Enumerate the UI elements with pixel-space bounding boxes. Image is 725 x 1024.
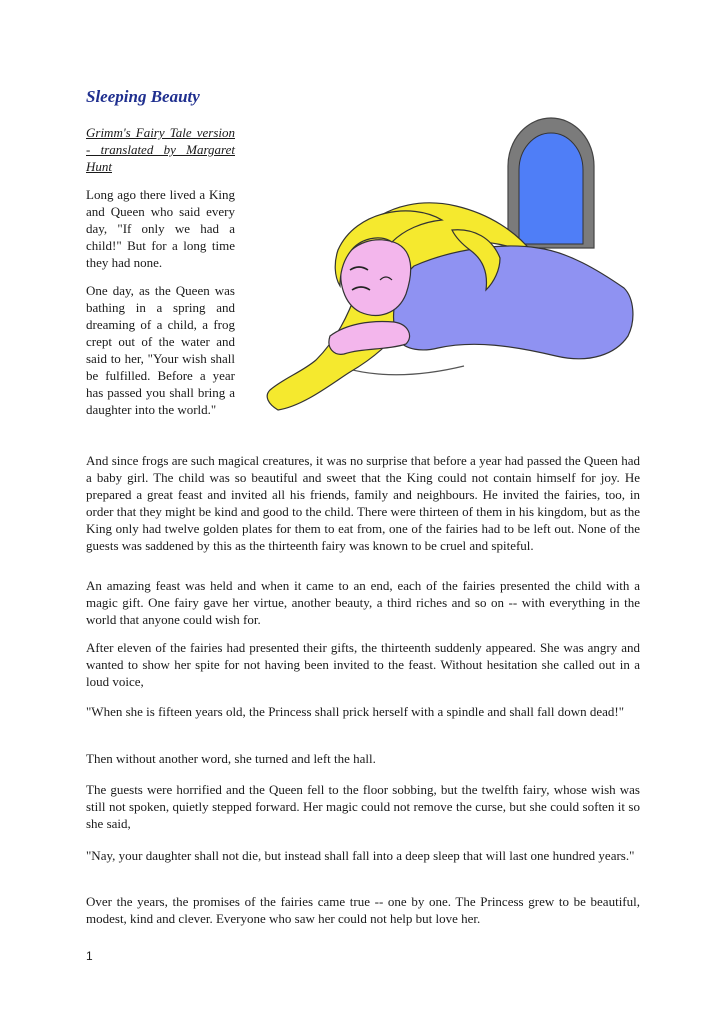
paragraph-4: "When she is fifteen years old, the Princess shall prick herself with a spindle and shall fall down dead!" bbox=[86, 704, 625, 719]
document-title: Sleeping Beauty bbox=[86, 87, 200, 106]
byline: Grimm's Fairy Tale version - translated by Margaret Hunt bbox=[86, 125, 235, 174]
paragraph-7: "Nay, your daughter shall not die, but instead shall fall into a deep sleep that will last one hundred years." bbox=[86, 848, 635, 863]
window-icon bbox=[508, 118, 594, 248]
paragraph-3: After eleven of the fairies had presented their gifts, the thirteenth suddenly appeared. She was angry and wanted to show her spite for not having been invited to the feast. Without hesitation she called out in a loud voice, bbox=[86, 640, 640, 689]
paragraph-1: And since frogs are such magical creatures, it was no surprise that before a year had passed the Queen had a baby girl. The child was so beautiful and sweet that the King could not contain himself for joy. He prepared a great feast and invited all his friends, family and neighbours. He invited the fairies, too, in order that they might be kind and good to the child. There were thirteen of them in his kingdom, but as the King only had twelve golden plates for them to eat from, one of the fairies had to be left out. None of the guests was saddened by this as the thirteenth fairy was known to be cruel and spiteful. bbox=[86, 453, 640, 553]
page-number: 1 bbox=[86, 949, 93, 963]
paragraph-2: An amazing feast was held and when it came to an end, each of the fairies presented the child with a magic gift. One fairy gave her virtue, another beauty, a third riches and so on -- with everything in the world that anyone could wish for. bbox=[86, 578, 640, 627]
side-paragraph-2: One day, as the Queen was bathing in a spring and dreaming of a child, a frog crept out of the water and said to her, "Your wish shall be fulfilled. Before a year has passed you shall bring a daughter into the world." bbox=[86, 283, 235, 417]
sleeping-princess-illustration bbox=[238, 110, 638, 420]
paragraph-6: The guests were horrified and the Queen fell to the floor sobbing, but the twelfth fairy, whose wish was still not spoken, quietly stepped forward. Her magic could not remove the curse, but she could soften it so she said, bbox=[86, 782, 640, 831]
paragraph-5: Then without another word, she turned and left the hall. bbox=[86, 751, 376, 766]
paragraph-8: Over the years, the promises of the fairies came true -- one by one. The Princess grew to be beautiful, modest, kind and clever. Everyone who saw her could not help but love her. bbox=[86, 894, 640, 926]
side-paragraph-1: Long ago there lived a King and Queen who said every day, "If only we had a child!" But for a long time they had none. bbox=[86, 187, 235, 270]
